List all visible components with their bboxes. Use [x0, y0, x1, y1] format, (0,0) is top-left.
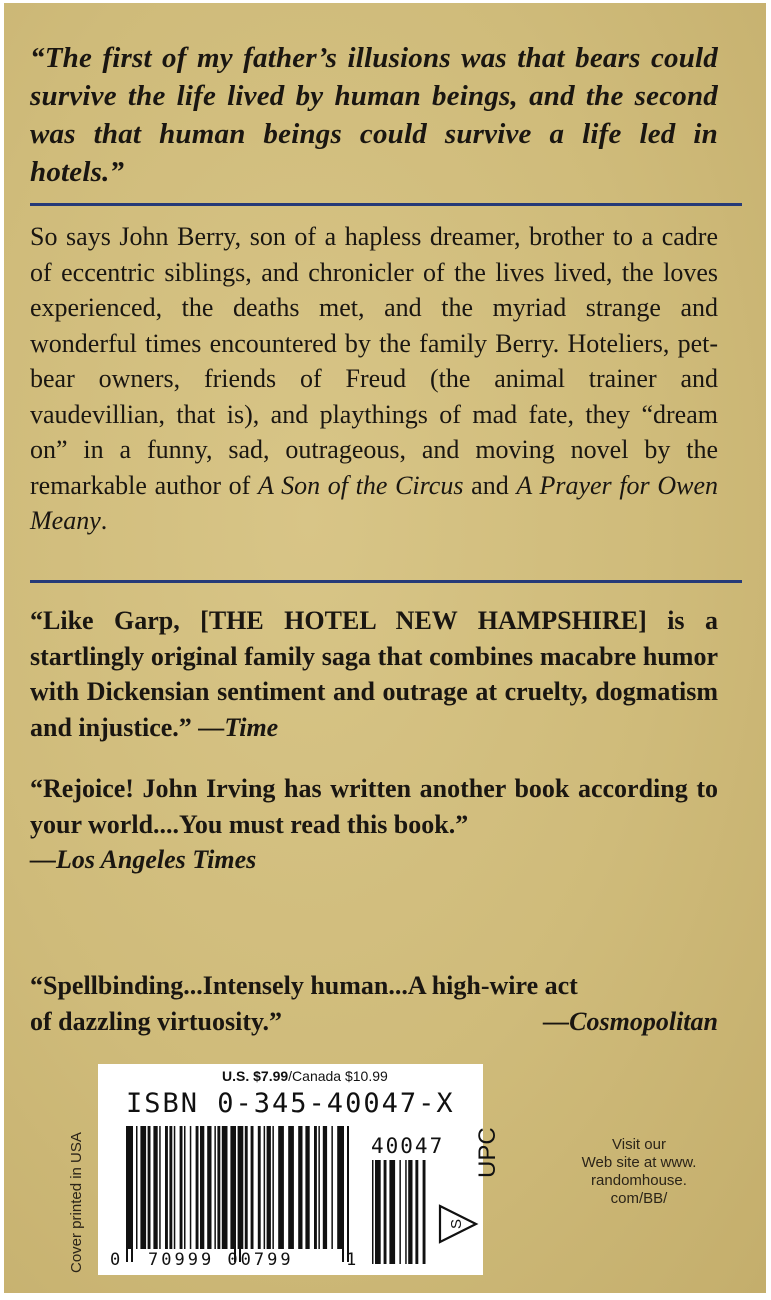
barcode-bar: [136, 1126, 138, 1249]
triangle-letter: S: [448, 1218, 465, 1230]
barcode-bar: [278, 1126, 284, 1249]
website-note: [564, 1136, 714, 1208]
barcode-bar: [405, 1160, 407, 1264]
barcode-bar: [375, 1160, 381, 1264]
barcode-guard-bar: [239, 1126, 241, 1262]
barcode-bar: [331, 1126, 333, 1249]
website-line: Web site at www.: [581, 1154, 697, 1171]
review-line: [30, 968, 718, 1004]
review-quote-cosmopolitan: [30, 968, 718, 1039]
barcode-bar: [258, 1126, 261, 1249]
price-canada: /Canada $10.99: [288, 1068, 388, 1084]
book-title-prayer-for-owen-meany: A Prayer for Owen Meany: [30, 470, 718, 535]
barcode-bar: [264, 1126, 266, 1249]
barcode-bar: [222, 1126, 228, 1249]
review-source: —Time: [198, 712, 279, 742]
website-line: randomhouse.: [591, 1172, 687, 1189]
back-cover: [4, 3, 766, 1293]
barcode-bar: [196, 1126, 199, 1249]
price-label: [222, 1068, 388, 1084]
barcode-bar: [305, 1126, 309, 1249]
review-quote-time: [30, 603, 718, 745]
review-source: —Cosmopolitan: [543, 1006, 718, 1036]
barcode-bar: [314, 1126, 317, 1249]
printed-note-text: Cover printed in USA: [68, 1132, 85, 1273]
recycle-triangle-icon: [436, 1202, 480, 1246]
barcode-bar: [267, 1126, 271, 1249]
review-text: “Like Garp, [THE HOTEL NEW HAMPSHIRE] is a startlingly original family saga that combines macabre humor with Dickensian sentiment and outrage at cruelty, dogmatism and injustice.”: [30, 606, 718, 742]
book-title-son-of-the-circus: A Son of the Circus: [258, 470, 464, 500]
barcode-bar: [288, 1126, 294, 1249]
barcode-bar: [245, 1126, 248, 1249]
barcode-bar: [174, 1126, 176, 1249]
barcode-bar: [251, 1126, 254, 1249]
review-line: [30, 1004, 718, 1040]
divider-rule-bottom: [30, 580, 742, 583]
barcode-bar: [318, 1126, 320, 1249]
review-text: “Rejoice! John Irving has written another book according to your world....You must read this book.”: [30, 774, 718, 839]
barcode-bar: [180, 1126, 183, 1249]
website-line: com/BB/: [610, 1190, 668, 1207]
barcode-bar: [165, 1126, 168, 1249]
barcode-bar: [200, 1126, 204, 1249]
addon-number: 40047: [371, 1134, 445, 1158]
barcode-bar: [207, 1126, 211, 1249]
barcode-bar: [408, 1160, 412, 1264]
barcode-digit-right: 1: [346, 1250, 358, 1270]
review-quote-la-times: [30, 771, 718, 878]
barcode-guard-bar: [234, 1126, 236, 1262]
review-source: —Los Angeles Times: [30, 845, 257, 874]
barcode-guard-bar: [126, 1126, 128, 1262]
divider-rule-top: [30, 203, 742, 206]
barcode-bar: [423, 1160, 426, 1264]
barcode-guard-bar: [131, 1126, 133, 1262]
website-line: Visit our: [612, 1136, 666, 1153]
barcode-bar: [140, 1126, 146, 1249]
review-text-line2: of dazzling virtuosity.”: [30, 1006, 283, 1036]
description-end: .: [100, 506, 108, 535]
book-description: [30, 219, 718, 539]
description-text: So says John Berry, son of a hapless dreamer, brother to a cadre of eccentric siblings, and chronicler of the lives lived, the loves experienced, the deaths met, and the myriad strange and wonderful times encountered by the family Berry. Hoteliers, pet-bear owners, friends of Freud (the animal trainer and vaudevillian, that is), and playthings of mad fate, they “dream on” in a funny, sad, outrageous, and moving novel by the remarkable author of: [30, 222, 718, 500]
epigraph-quote: “The first of my father’s illusions was that bears could survive the life lived by human beings, and the second was that human beings could survive a life led in hotels.”: [30, 42, 718, 188]
barcode-label: [98, 1064, 501, 1275]
barcode-bar: [298, 1126, 302, 1249]
barcode-bar: [184, 1126, 186, 1249]
barcode-bar: [190, 1126, 192, 1249]
barcode-bar: [323, 1126, 327, 1249]
price-us: U.S. $7.99: [222, 1068, 289, 1084]
isbn-number: ISBN 0-345-40047-X: [126, 1088, 455, 1119]
barcode-bar: [217, 1126, 220, 1249]
barcode-bar: [214, 1126, 216, 1249]
barcode-bar: [415, 1160, 418, 1264]
barcode-bar: [389, 1160, 395, 1264]
barcode-bar: [399, 1160, 401, 1264]
barcode-bar: [272, 1126, 274, 1249]
barcode-bar: [169, 1126, 172, 1249]
review-text-line1: “Spellbinding...Intensely human...A high-wire act: [30, 971, 578, 1000]
barcode-bar: [372, 1160, 374, 1264]
upc-text: UPC: [474, 1127, 501, 1178]
barcode-guard-bar: [347, 1126, 349, 1262]
barcode-bar: [153, 1126, 157, 1249]
barcode-bar: [148, 1126, 151, 1249]
description-joiner: and: [471, 470, 509, 500]
barcode-bar: [384, 1160, 387, 1264]
barcode-digit-left: 0: [110, 1250, 122, 1270]
barcode-bar: [159, 1126, 161, 1249]
barcode-digits-main: 70999 00799: [148, 1250, 294, 1270]
barcode-guard-bar: [342, 1126, 344, 1262]
